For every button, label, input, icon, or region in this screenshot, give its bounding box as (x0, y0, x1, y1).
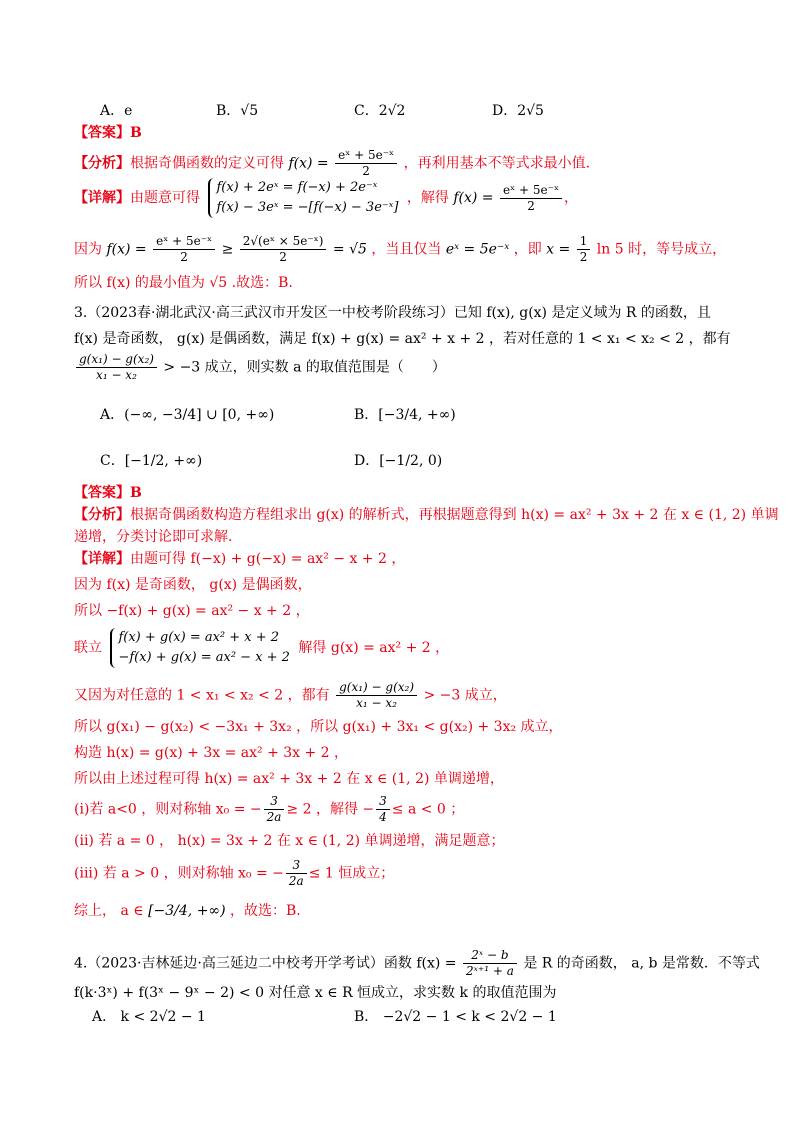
detail-text: 由题意可得 (130, 190, 200, 206)
text: ，当且仅当 (371, 241, 442, 258)
q3-detail-3: 所以 −f(x) + g(x) = ax² − x + 2 ， (74, 603, 310, 619)
q4-stem-1 (74, 948, 760, 979)
detail-text: 由题可得 f(−x) + g(−x) = ax² − x + 2 ， (130, 551, 406, 567)
fraction: $\frac{\text{g(x₁) − g(x₂)}}{\text{x₁ − x₂}}$ (336, 680, 417, 711)
fraction: $\frac{\text{2ˣ − b}}{\text{2ˣ⁺¹ + a}}$ (463, 948, 517, 979)
q3-analysis-line (74, 504, 779, 526)
q3-detail-12 (74, 900, 754, 922)
q2-option-d[interactable]: D．2√5 (492, 103, 544, 119)
q2-option-b[interactable]: B．√5 (216, 103, 259, 119)
text: ，故选：B. (230, 903, 301, 919)
fraction: $\frac{\text{g(x₁) − g(x₂)}}{\text{x₁ − x₂}}$ (76, 352, 157, 383)
text: ，即 (513, 241, 542, 258)
fraction: $\frac{\text{eˣ + 5e⁻ˣ}}{2}$ (335, 148, 397, 179)
q4-stem-2: f(k·3ˣ) + f(3ˣ − 9ˣ − 2) < 0 对任意 x ∈ R 恒成立，求实数 k 的取值范围为 (74, 985, 557, 1001)
fraction: $\frac{3}{2a}$ (286, 858, 307, 889)
q3-detail-8: 所以由上述过程可得 h(x) = ax² + 3x + 2 在 x ∈ (1, 2) 单调递增， (74, 771, 504, 787)
analysis-tag: 【分析】 (74, 155, 130, 172)
q3-stem-3 (74, 352, 754, 383)
analysis-text: ，再利用基本不等式求最小值. (403, 155, 591, 172)
formula: [−3/4, +∞) (148, 903, 226, 919)
detail-text: ，解得 (406, 190, 449, 206)
text: (iii) 若 a > 0 ，则对称轴 x₀ = − (74, 865, 284, 882)
q3-detail-11 (74, 858, 754, 889)
fraction: $\frac{3}{2a}$ (264, 794, 285, 825)
text: (i)若 a<0 ，则对称轴 x₀ = − (74, 801, 262, 818)
q3-detail-2: 因为 f(x) 是奇函数， g(x) 是偶函数， (74, 577, 312, 593)
q2-conclusion: 所以 f(x) 的最小值为 √5 .故选：B. (74, 275, 293, 291)
q3-analysis-line-2: 递增，分类讨论即可求解. (74, 529, 233, 545)
q3-detail-10: (ii) 若 a = 0 ， h(x) = 3x + 2 在 x ∈ (1, 2) 单调递增，满足题意； (74, 833, 505, 849)
q3-detail-4 (74, 628, 754, 668)
q4-option-a[interactable]: A． k < 2√2 − 1 (92, 1009, 206, 1025)
fraction: $\frac{\text{eˣ + 5e⁻ˣ}}{2}$ (500, 183, 562, 214)
text: ≥ 2 ，解得 − (286, 801, 375, 818)
analysis-tag: 【分析】 (74, 507, 130, 523)
answer-value: B (130, 125, 142, 141)
text: > −3 成立， (423, 687, 507, 704)
q3-detail-9 (74, 794, 754, 825)
fraction: $\frac{\text{2√(eˣ × 5e⁻ˣ)}}{2}$ (240, 234, 327, 265)
q2-analysis-line (74, 148, 754, 179)
text: 是 R 的奇函数， a, b 是常数．不等式 (523, 955, 760, 972)
analysis-text: 根据奇偶函数构造方程组求出 g(x) 的解析式，再根据题意得到 h(x) = ax² + 3x + 2 在 x ∈ (1, 2) 单调 (130, 507, 779, 523)
detail-tag: 【详解】 (74, 551, 130, 567)
formula: = √5 (332, 241, 367, 258)
answer-tag: 【答案】 (74, 485, 130, 501)
detail-tag: 【详解】 (74, 190, 130, 206)
formula: ≥ (221, 241, 234, 258)
text: 综上， a ∈ (74, 903, 144, 919)
text: ln 5 时，等号成立， (596, 241, 727, 258)
q3-detail-line (74, 548, 754, 570)
text: 解得 g(x) = ax² + 2 ， (298, 640, 450, 656)
answer-tag: 【答案】 (74, 125, 130, 141)
equation-system: f(x) + g(x) = ax² + x + 2 −f(x) + g(x) = ax² − x + 2 (110, 628, 290, 668)
answer-value: B (130, 485, 142, 501)
q3-option-b[interactable]: B．[−3/4, +∞) (354, 407, 456, 423)
fraction: $\frac{3}{4}$ (376, 794, 390, 825)
q2-option-a[interactable]: A．e (100, 103, 133, 119)
formula: x = (546, 241, 571, 258)
analysis-text: 根据奇偶函数的定义可得 (130, 155, 284, 172)
text: 又因为对任意的 1 < x₁ < x₂ < 2 ，都有 (74, 687, 330, 704)
q3-option-a[interactable]: A．(−∞, −3/4] ∪ [0, +∞) (100, 407, 275, 423)
q3-stem-1: 3.（2023春·湖北武汉·高三武汉市开发区一中校考阶段练习）已知 f(x), g(x) 是定义域为 R 的函数，且 (74, 305, 711, 321)
fraction: $\frac{1}{2}$ (577, 234, 591, 265)
q2-detail-line: 【详解】由题意可得 f(x) + 2eˣ = f(−x) + 2e⁻ˣ f(x) − 3eˣ = −[f(−x) − 3e⁻ˣ] ，解得 f(x) = $\frac{\text{eˣ + 5e⁻ˣ}}{2}$ ， (74, 178, 754, 218)
text: ≤ a < 0 ； (391, 801, 465, 818)
q3-detail-5 (74, 680, 754, 711)
q3-answer-line (74, 482, 754, 504)
q2-answer-line (74, 122, 754, 144)
q4-option-b[interactable]: B． −2√2 − 1 < k < 2√2 − 1 (354, 1009, 557, 1025)
formula: eˣ = 5e⁻ˣ (445, 241, 510, 258)
equation-system: f(x) + 2eˣ = f(−x) + 2e⁻ˣ f(x) − 3eˣ = −[f(−x) − 3e⁻ˣ] (208, 178, 398, 218)
q3-detail-6: 所以 g(x₁) − g(x₂) < −3x₁ + 3x₂ ，所以 g(x₁) + 3x₁ < g(x₂) + 3x₂ 成立， (74, 719, 563, 735)
q2-option-c[interactable]: C．2√2 (354, 103, 406, 119)
text: 4.（2023·吉林延边·高三延边二中校考开学考试）函数 f(x) = (74, 955, 457, 972)
formula: f(x) = (106, 241, 147, 258)
text: > −3 成立，则实数 a 的取值范围是（ ） (163, 359, 446, 376)
text: ≤ 1 恒成立； (308, 865, 395, 882)
text: 因为 (74, 241, 102, 258)
q3-option-d[interactable]: D．[−1/2, 0) (354, 453, 443, 469)
q3-detail-7: 构造 h(x) = g(x) + 3x = ax² + 3x + 2 ， (74, 745, 349, 761)
fraction: $\frac{\text{eˣ + 5e⁻ˣ}}{2}$ (153, 234, 215, 265)
q2-inequality-line (74, 234, 754, 265)
formula: f(x) = (453, 190, 494, 206)
q3-option-c[interactable]: C．[−1/2, +∞) (100, 453, 203, 469)
text: 联立 (74, 640, 102, 656)
formula: f(x) = (288, 155, 329, 172)
q3-stem-2: f(x) 是奇函数， g(x) 是偶函数，满足 f(x) + g(x) = ax² + x + 2 ，若对任意的 1 < x₁ < x₂ < 2 ，都有 (74, 331, 731, 347)
